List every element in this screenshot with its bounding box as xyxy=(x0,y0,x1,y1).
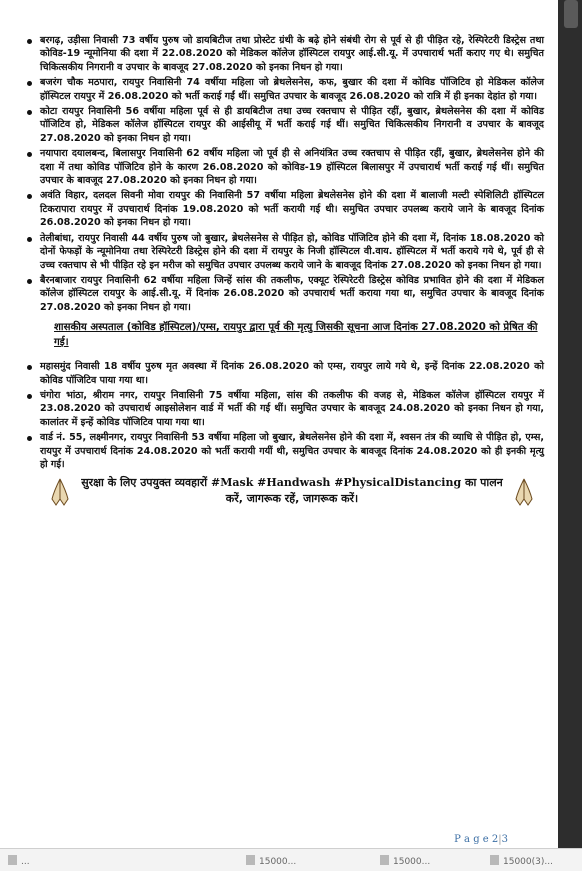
taskbar-item-label: ... xyxy=(21,857,30,867)
file-icon xyxy=(380,855,389,865)
bulletin-item xyxy=(40,189,544,229)
bulletin-item xyxy=(40,360,544,387)
bullet-icon xyxy=(27,436,32,441)
slogan-text-start: सुरक्षा के लिए उपयुक्त व्यवहारों xyxy=(81,476,208,490)
bulletin-item xyxy=(40,389,544,429)
awareness-slogan xyxy=(40,475,544,507)
bullet-icon xyxy=(27,365,32,370)
bullet-icon xyxy=(27,194,32,199)
bulletin-item xyxy=(40,34,544,74)
bulletin-item xyxy=(40,431,544,471)
bullet-icon xyxy=(27,279,32,284)
bulletin-item-text: तेलीबांधा, रायपुर निवासी 44 वर्षीय पुरुष जो बुखार, ब्रेथलेसनेस से पीड़ित हो, कोविड पॉजिटिव होने की दशा में, दिनांक 18.08.2020 को दोनों फेफड़ों के न्यूमोनिया तथा रेस्पिरेटरी डिस्ट्रेस होने की दशा में रायपुर के निजी हॉस्पिटल वी.वाय. हॉस्पिटल में भर्ती कराये गये थे, पूर्व ही से उच्च रक्तचाप से भी पीड़ित रहे इन मरीज को समुचित उपचार उपलब्ध कराये जाने के बावजूद दिनांक 27.08.2020 को इनका निधन हो गया। xyxy=(40,232,544,271)
taskbar-item-label: 15000... xyxy=(393,857,431,867)
bulletin-list-after xyxy=(40,360,544,471)
taskbar-item[interactable] xyxy=(490,855,578,867)
taskbar-item[interactable] xyxy=(246,855,326,867)
scrollbar-thumb[interactable] xyxy=(564,0,578,28)
notice-heading: शासकीय अस्पताल (कोविड हॉस्पिटल)/एम्स, रायपुर द्वारा पूर्व की मृत्यु जिसकी सूचना आज दिनांक 27.08.2020 को प्रेषित की गई। xyxy=(54,322,538,349)
bulletin-item xyxy=(40,147,544,187)
page-current: 2 xyxy=(491,834,499,845)
file-icon xyxy=(246,855,255,865)
bullet-icon xyxy=(27,152,32,157)
folded-hands-icon xyxy=(46,477,74,507)
bulletin-item xyxy=(40,76,544,103)
bullet-icon xyxy=(27,394,32,399)
bulletin-item-text: कोटा रायपुर निवासिनी 56 वर्षीया महिला पूर्व से ही डायबिटीज तथा उच्च रक्तचाप से पीड़ित रहीं, बुखार, ब्रेथलेसनेस की दशा में कोविड पॉजिटिव हो, मेडिकल कॉलेज हॉस्पिटल रायपुर की आईसीयू में भर्ती कराई गई थीं। समुचित चिकित्सकीय निगरानी व उपचार के बावजूद 27.08.2020 को इनका निधन हो गया। xyxy=(40,106,544,144)
taskbar-item-label: 15000... xyxy=(259,857,297,867)
bulletin-item-text: बरगढ़, उड़ीसा निवासी 73 वर्षीय पुरुष जो डायबिटीज तथा प्रोस्टेट ग्रंथी के बढ़े होने संबंधी रोग से पूर्व से ही पीड़ित रहे, रेस्पिरेटरी डिस्ट्रेस तथा कोविड-19 न्यूमोनिया की दशा में 22.08.2020 को मेडिकल कॉलेज हॉस्पिटल रायपुर आई.सी.यू. में उपचारार्थ भर्ती कराए गए थे। समुचित चिकित्सकीय निगरानी व उपचार के बावजूद 27.08.2020 को इनका निधन हो गया। xyxy=(40,35,544,73)
bulletin-item xyxy=(40,232,544,272)
page-number: P a g e 2|3 xyxy=(454,834,508,845)
bullet-icon xyxy=(27,39,32,44)
bullet-icon xyxy=(27,110,32,115)
bullet-icon xyxy=(27,81,32,86)
bullet-icon xyxy=(27,237,32,242)
file-icon xyxy=(490,855,499,865)
bulletin-item-text: बजरंग चौक मठपारा, रायपुर निवासिनी 74 वर्षीया महिला जो ब्रेथलेसनेस, कफ, बुखार की दशा में कोविड पॉजिटिव हो मेडिकल कॉलेज हॉस्पिटल रायपुर में 26.08.2020 को भर्ती कराई गईं थीं। समुचित उपचार के बावजूद 26.08.2020 को रात्रि में ही इनका देहांत हो गया। xyxy=(40,77,544,102)
taskbar xyxy=(0,848,582,871)
taskbar-item[interactable] xyxy=(380,855,460,867)
bulletin-item xyxy=(40,274,544,314)
scrollbar[interactable] xyxy=(558,0,582,848)
page-word: P a g e xyxy=(454,834,489,845)
bulletin-item-text: नयापारा दयालबन्द, बिलासपुर निवासिनी 62 वर्षीय महिला जो पूर्व ही से अनियंत्रित उच्च रक्तचाप से पीड़ित रहीं, बुखार, ब्रेथलेसनेस होने की दशा में तथा कोविड पॉजिटिव होने के कारण 26.08.2020 को कोविड-19 हॉस्पिटल बिलासपुर में उपचारार्थ भर्ती कराई गई थीं। समुचित उपचार के बावजूद 27.08.2020 को इनका निधन हो गया। xyxy=(40,148,544,187)
slogan-text-end: का पालन करें, जागरूक रहें, जागरूक करें। xyxy=(225,476,503,506)
taskbar-item[interactable] xyxy=(8,855,158,867)
bulletin-item-text: बैरनबाजार रायपुर निवासिनी 62 वर्षीया महिला जिन्हें सांस की तकलीफ, एक्यूट रेस्पिरेटरी डिस्ट्रेस कोविड प्रभावित होने की दशा में मेडिकल कॉलेज हॉस्पिटल रायपुर के आई.सी.यू. में दिनांक 26.08.2020 को उपचारार्थ भर्ती कराया गया था, समुचित उपचार के बावजूद दिनांक 27.08.2020 को इनका निधन हो गया। xyxy=(40,274,544,313)
bulletin-item-text: वार्ड नं. 55, लक्ष्मीनगर, रायपुर निवासिनी 53 वर्षीया महिला जो बुखार, ब्रेथलेसनेस होने की दशा में, श्वसन तंत्र की व्याधि से पीड़ित हो, एम्स, रायपुर में उपचारार्थ दिनांक 24.08.2020 को भर्ती करायी गयीं थी, समुचित उपचार के बावजूद दिनांक 24.08.2020 को ही इनकी मृत्यु हो गई। xyxy=(40,432,544,470)
folded-hands-icon xyxy=(510,477,538,507)
page-total: 3 xyxy=(501,834,508,845)
slogan-hashtags: #Mask #Handwash #PhysicalDistancing xyxy=(211,476,462,490)
bulletin-item-text: महासमुंद निवासी 18 वर्षीय पुरुष मृत अवस्था में दिनांक 26.08.2020 को एम्स, रायपुर लाये गये थे, इन्हें दिनांक 22.08.2020 को कोविड पॉजिटिव पाया गया था। xyxy=(40,361,544,386)
taskbar-item-label: 15000(3)... xyxy=(503,857,553,867)
bulletin-item-text: चंगोरा भांठा, श्रीराम नगर, रायपुर निवासिनी 75 वर्षीया महिला, सांस की तकलीफ की वजह से, मेडिकल कॉलेज हॉस्पिटल रायपुर में 23.08.2020 को उपचारार्थ आइसोलेशन वार्ड में भर्ती की गई थीं। समुचित उपचार के बावजूद 24.08.2020 को इनका निधन हो गया, कालांतर में इन्हें कोविड पॉजिटिव पाया गया था। xyxy=(40,389,544,428)
bulletin-list-before xyxy=(40,34,544,314)
bulletin-item xyxy=(40,105,544,145)
file-icon xyxy=(8,855,17,865)
bulletin-item-text: अवंति विहार, दलदल सिवनी मोवा रायपुर की निवासिनी 57 वर्षीया महिला ब्रेथलेसनेस होने की दशा में बालाजी मल्टी स्पेशिलिटी हॉस्पिटल टिकरापारा रायपुर में उपचारार्थ दिनांक 19.08.2020 को भर्ती करायी गई थी। समुचित उपचार उपलब्ध कराये जाने के बावजूद दिनांक 26.08.2020 को इनका निधन हो गया। xyxy=(40,190,544,229)
